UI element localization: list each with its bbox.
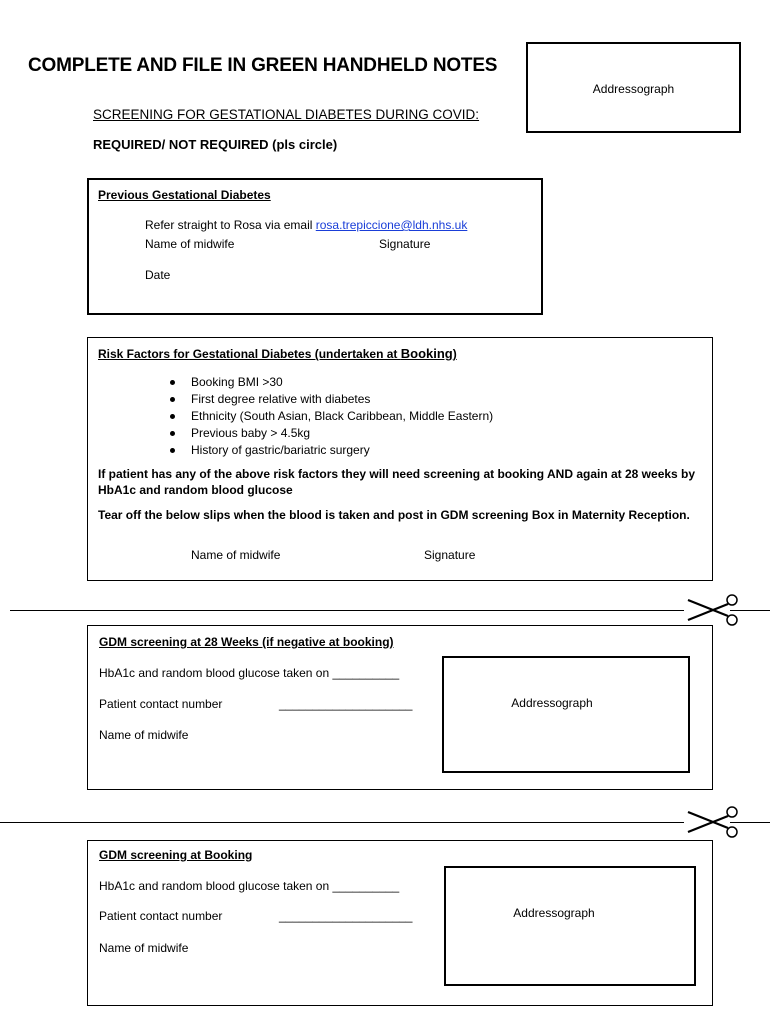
slip-heading: GDM screening at 28 Weeks (if negative at booking) <box>99 635 394 649</box>
previous-gdm-heading: Previous Gestational Diabetes <box>98 188 271 202</box>
page-title: COMPLETE AND FILE IN GREEN HANDHELD NOTES <box>28 55 498 76</box>
slip-booking <box>87 840 713 1006</box>
midwife-label: Name of midwife <box>145 237 235 251</box>
tear-off-instruction: Tear off the below slips when the blood is taken and post in GDM screening Box in Maternity Reception. <box>98 508 690 522</box>
risk-heading-booking: Booking <box>400 346 453 361</box>
refer-instruction <box>145 218 467 232</box>
date-label: Date <box>145 268 171 282</box>
risk-heading-end: ) <box>452 347 457 361</box>
covid-screening-title: SCREENING FOR GESTATIONAL DIABETES DURING COVID: <box>93 107 480 122</box>
signature-label: Signature <box>424 548 476 562</box>
cut-line <box>0 822 684 823</box>
risk-factor-item: Ethnicity (South Asian, Black Caribbean, Middle Eastern) <box>170 408 493 425</box>
slip-28-weeks <box>87 625 713 790</box>
risk-factor-item: Previous baby > 4.5kg <box>170 425 493 442</box>
risk-factor-list <box>170 374 493 459</box>
scissors-icon <box>686 592 740 628</box>
contact-line: ____________________ <box>279 909 413 923</box>
addressograph-label: Addressograph <box>511 696 593 710</box>
risk-factors-section <box>87 337 713 581</box>
contact-label: Patient contact number <box>99 909 223 923</box>
addressograph-label: Addressograph <box>513 906 595 920</box>
midwife-label: Name of midwife <box>191 548 281 562</box>
risk-factor-item: First degree relative with diabetes <box>170 391 493 408</box>
risk-factor-item: Booking BMI >30 <box>170 374 493 391</box>
hba1c-field: HbA1c and random blood glucose taken on __________ <box>99 879 400 893</box>
addressograph-box <box>442 656 690 773</box>
slip-heading: GDM screening at Booking <box>99 848 253 862</box>
contact-line: ____________________ <box>279 697 413 711</box>
addressograph-label: Addressograph <box>592 82 675 96</box>
previous-gdm-section <box>87 178 543 315</box>
signature-label: Signature <box>379 237 431 251</box>
midwife-label: Name of midwife <box>99 941 189 955</box>
email-link[interactable]: rosa.trepiccione@ldh.nhs.uk <box>315 218 468 232</box>
required-circle-instruction: REQUIRED/ NOT REQUIRED (pls circle) <box>93 137 338 152</box>
refer-text: Refer straight to Rosa via email <box>145 218 316 232</box>
contact-label: Patient contact number <box>99 697 223 711</box>
scissors-icon <box>686 804 740 840</box>
addressograph-box <box>526 42 741 133</box>
risk-factors-heading <box>98 346 457 361</box>
hba1c-field: HbA1c and random blood glucose taken on __________ <box>99 666 400 680</box>
cut-line <box>10 610 684 611</box>
risk-instruction: If patient has any of the above risk factors they will need screening at booking AND again at 28 weeks by HbA1c and random blood glucose <box>98 467 696 497</box>
risk-heading-main: Risk Factors for Gestational Diabetes (undertaken at <box>98 347 401 361</box>
addressograph-box <box>444 866 696 986</box>
midwife-label: Name of midwife <box>99 728 189 742</box>
risk-factor-item: History of gastric/bariatric surgery <box>170 442 493 459</box>
